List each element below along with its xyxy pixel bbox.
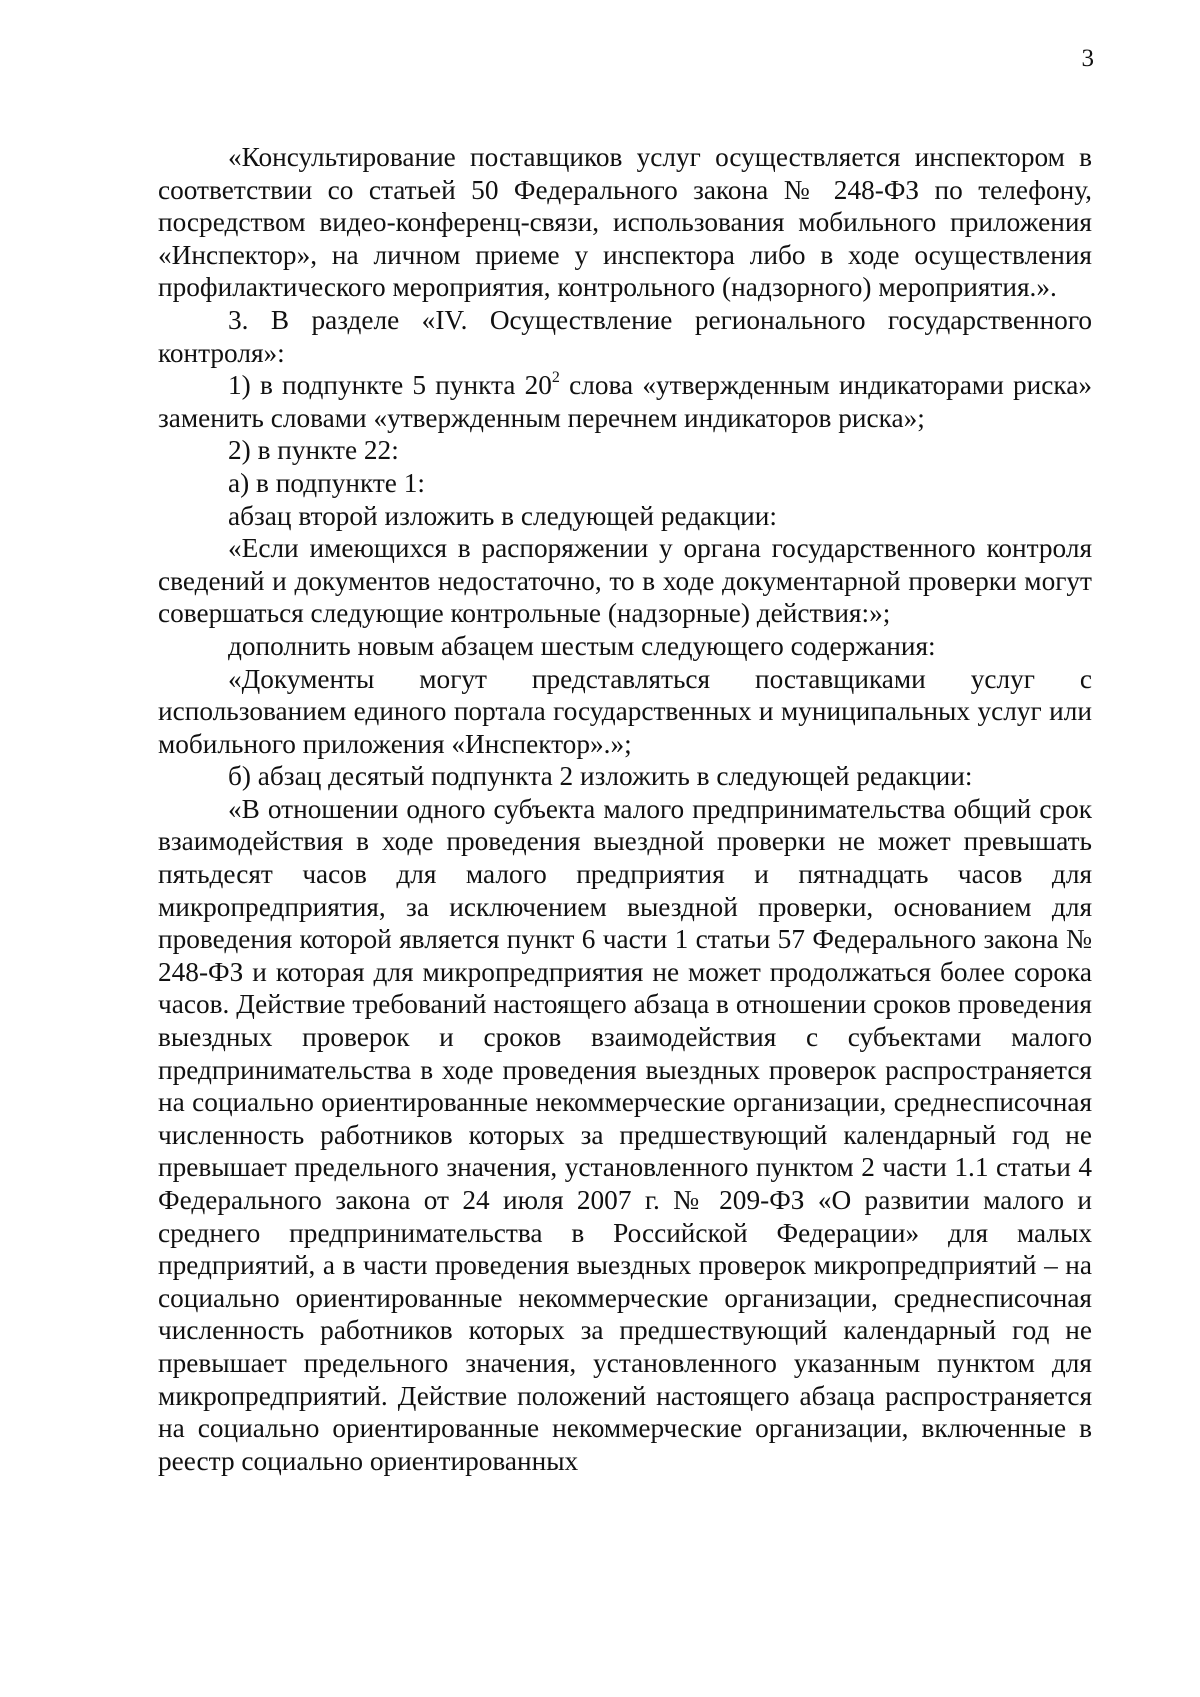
paragraph-abzac-tenth: б) абзац десятый подпункта 2 изложить в следующей редакции: (228, 761, 973, 792)
page-number: 3 (1081, 45, 1094, 72)
paragraph-add-sixth: дополнить новым абзацем шестым следующего содержания: (228, 630, 936, 661)
paragraph-subitem-5-rest: слова «утвержденным индикаторами риска» заменить словами «утвержденным перечнем индикаторов риска»; (158, 370, 1093, 433)
paragraph-small-business: «В отношении одного субъекта малого предпринимательства общий срок взаимодействия в ходе проведения выездной проверки не может превышать пятьдесят часов для малого предприятия и пятнадцать часов для микропредприятия, за исключением выездной проверки, основанием для проведения которой является пункт 6 части 1 статьи 57 Федерального закона № 248-ФЗ и которая для микропредприятия не может продолжаться более сорока часов. Действие требований настоящего абзаца в отношении сроков проведения выездных проверок и сроков взаимодействия с субъектами малого предпринимательства в ходе проведения выездных проверок распространяется на социально ориентированные некоммерческие организации, среднесписочная численность работников которых за предшествующий календарный год не превышает предельного значения, установленного пунктом 2 части 1.1 статьи 4 Федерального закона от 24 июля 2007 г. № 209-ФЗ «О развитии малого и среднего предпринимательства в Российской Федерации» для малых предприятий, а в части проведения выездных проверок микропредприятий – на социально ориентированные некоммерческие организации, среднесписочная численность работников которых за предшествующий календарный год не превышает предельного значения, установленного указанным пунктом для микропредприятий. Действие положений настоящего абзаца распространяется на социально ориентированные некоммерческие организации, включенные в реестр социально ориентированных (158, 793, 1092, 1476)
paragraph-subitem-1: а) в подпункте 1: (228, 467, 425, 498)
paragraph-consulting: «Консультирование поставщиков услуг осуществляется инспектором в соответствии со статьей 50 Федерального закона № 248-ФЗ по телефону, посредством видео-конференц-связи, использования мобильного приложения «Инспектор», на личном приеме у инспектора либо в ходе осуществления профилактического мероприятия, контрольного (надзорного) мероприятия.». (158, 142, 1092, 303)
paragraph-subitem-5 (158, 369, 1092, 434)
paragraph-documentary-check: «Если имеющихся в распоряжении у органа государственного контроля сведений и документов недостаточно, то в ходе документарной проверки могут совершаться следующие контрольные (надзорные) действия:»; (158, 533, 1092, 629)
superscript-number: 2 (551, 369, 560, 387)
paragraph-subitem-5-text: 1) в подпункте 5 пункта 20 (228, 370, 552, 401)
paragraph-abzac-second: абзац второй изложить в следующей редакции: (228, 500, 777, 531)
paragraph-documents-portal: «Документы могут представляться поставщиками услуг с использованием единого портала государственных и муниципальных услуг или мобильного приложения «Инспектор».»; (158, 663, 1092, 759)
paragraph-item-22: 2) в пункте 22: (228, 435, 399, 466)
paragraph-section-iv: 3. В разделе «IV. Осуществление регионального государственного контроля»: (158, 304, 1092, 368)
document-body (158, 141, 1092, 1477)
